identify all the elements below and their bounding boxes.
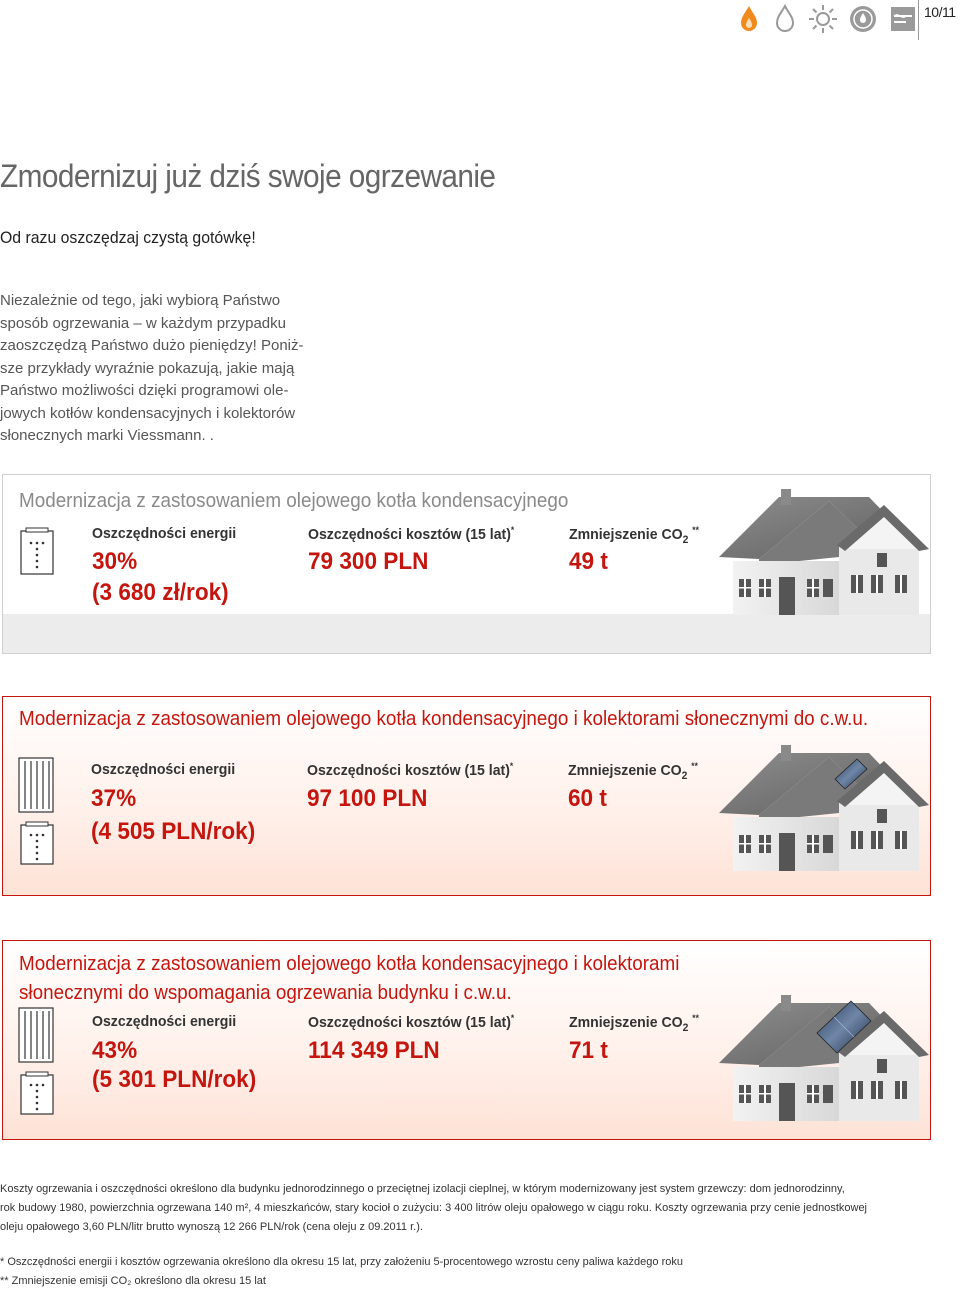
intro-line: Niezależnie od tego, jaki wybiorą Państwo	[0, 292, 281, 309]
energy-savings-value: 30%	[92, 548, 138, 575]
co2-label-text: Zmniejszenie CO	[569, 526, 683, 543]
scenario-panel-boiler-solar-dhw	[2, 696, 931, 896]
cost-savings-label	[308, 1013, 514, 1031]
energy-savings-amount: (4 505 PLN/rok)	[91, 818, 256, 845]
panel-heading-line: Modernizacja z zastosowaniem olejowego kotła kondensacyjnego i kolektorami	[19, 952, 680, 975]
intro-line: sze przykłady wyraźnie pokazują, jakie mają	[0, 359, 295, 377]
intro-paragraph	[0, 290, 320, 448]
panel-heading: Modernizacja z zastosowaniem olejowego kotła kondensacyjnego	[19, 489, 569, 512]
co2-reduction-value: 71 t	[569, 1037, 608, 1064]
scenario-panel-boiler-solar-heating	[2, 940, 931, 1140]
footnote-mark: *	[510, 525, 515, 535]
cost-savings-label	[308, 525, 514, 543]
house-with-solar-illustration	[719, 743, 929, 875]
house-illustration	[719, 487, 929, 619]
cost-label-text: Oszczędności kosztów (15 lat)	[308, 526, 511, 543]
footnote-mark: *	[509, 761, 514, 771]
scenario-panel-condensing-boiler	[2, 474, 931, 654]
solar-collector-icon	[18, 1007, 54, 1063]
energy-savings-amount: (5 301 PLN/rok)	[92, 1066, 257, 1093]
footnote-energy-savings: * Oszczędności energii i kosztów ogrzewania określono dla okresu 15 lat, przy założeniu 5-procentowego wzrostu ceny paliwa każdego roku	[0, 1256, 683, 1268]
energy-savings-value: 43%	[92, 1037, 138, 1064]
house-with-solar-illustration	[719, 993, 929, 1125]
intro-line: Państwo możliwości dzięki programowi ole-	[0, 382, 289, 399]
cost-savings-value: 114 349 PLN	[308, 1037, 440, 1064]
footnote-mark: **	[692, 1013, 699, 1023]
panel-heading-line: słonecznymi do wspomagania ogrzewania budynku i c.w.u.	[19, 981, 512, 1004]
energy-savings-amount: (3 680 zł/rok)	[92, 579, 229, 606]
co2-subscript: 2	[682, 534, 689, 546]
header-bar	[0, 0, 960, 40]
footnote-mark: *	[510, 1013, 515, 1023]
intro-line: zaoszczędzą Państwo dużo pieniędzy! Poniż-	[0, 337, 304, 354]
boiler-icon	[20, 527, 54, 575]
footnote-line: rok budowy 1980, powierzchnia ogrzewana 140 m², 4 mieszkańców, stary kocioł o zużyciu: 3 400 litrów oleju opałowego w ciągu roku. Koszty ogrzewania przy cenie jednostkowej	[0, 1202, 868, 1214]
cost-label-text: Oszczędności kosztów (15 lat)	[308, 1014, 511, 1031]
footnote-line: oleju opałowego 3,60 PLN/litr brutto wynoszą 12 266 PLN/rok (cena oleju z 09.2011 r.).	[0, 1221, 423, 1233]
energy-savings-label: Oszczędności energii	[92, 525, 237, 542]
flame-grey-icon	[772, 4, 798, 34]
boiler-icon	[20, 821, 54, 865]
energy-icons	[736, 4, 918, 34]
solar-collector-icon	[18, 757, 54, 813]
footnote-line: Koszty ogrzewania i oszczędności określono dla budynku jednorodzinnego o przeciętnej izolacji cieplnej, w którym modernizowany jest system grzewczy: dom jednorodzinny,	[0, 1183, 845, 1195]
co2-subscript: 2	[682, 1022, 689, 1034]
energy-savings-label: Oszczędności energii	[92, 1013, 237, 1030]
co2-subscript: 2	[681, 770, 688, 782]
co2-label-text: Zmniejszenie CO	[569, 1014, 683, 1031]
gas-burner-icon	[848, 4, 878, 34]
co2-reduction-value: 49 t	[569, 548, 608, 575]
footnote-paragraph	[0, 1180, 960, 1237]
sun-icon	[808, 4, 838, 34]
intro-line: sposób ogrzewania – w każdym przypadku	[0, 314, 286, 332]
intro-line: słonecznych marki Viessmann. .	[0, 427, 214, 444]
co2-reduction-value: 60 t	[568, 785, 607, 812]
panel-heading: Modernizacja z zastosowaniem olejowego kotła kondensacyjnego i kolektorami słonecznymi do c.w.u.	[19, 707, 869, 730]
cost-savings-value: 79 300 PLN	[308, 548, 429, 575]
panel-heading	[19, 949, 679, 1007]
footnote-co2: ** Zmniejszenie emisji CO₂ określono dla okresu 15 lat	[0, 1275, 266, 1287]
footnote-mark: **	[691, 761, 698, 771]
co2-label-text: Zmniejszenie CO	[568, 762, 682, 779]
footnote-mark: **	[692, 525, 699, 535]
cost-label-text: Oszczędności kosztów (15 lat)	[307, 762, 510, 779]
page-number: 10/11	[924, 4, 956, 20]
page-subtitle: Od razu oszczędzaj czystą gotówkę!	[0, 228, 256, 247]
co2-reduction-label	[569, 1013, 699, 1034]
page-title: Zmodernizuj już dziś swoje ogrzewanie	[0, 158, 496, 194]
flame-orange-icon	[736, 4, 762, 34]
cost-savings-label	[307, 761, 513, 779]
energy-savings-label: Oszczędności energii	[91, 761, 236, 778]
intro-line: jowych kotłów kondensacyjnych i kolektorów	[0, 404, 296, 422]
header-divider	[918, 0, 919, 40]
heat-pump-icon	[888, 4, 918, 34]
cost-savings-value: 97 100 PLN	[307, 785, 428, 812]
energy-savings-value: 37%	[91, 785, 137, 812]
co2-reduction-label	[569, 525, 699, 546]
boiler-icon	[20, 1071, 54, 1115]
co2-reduction-label	[568, 761, 698, 782]
